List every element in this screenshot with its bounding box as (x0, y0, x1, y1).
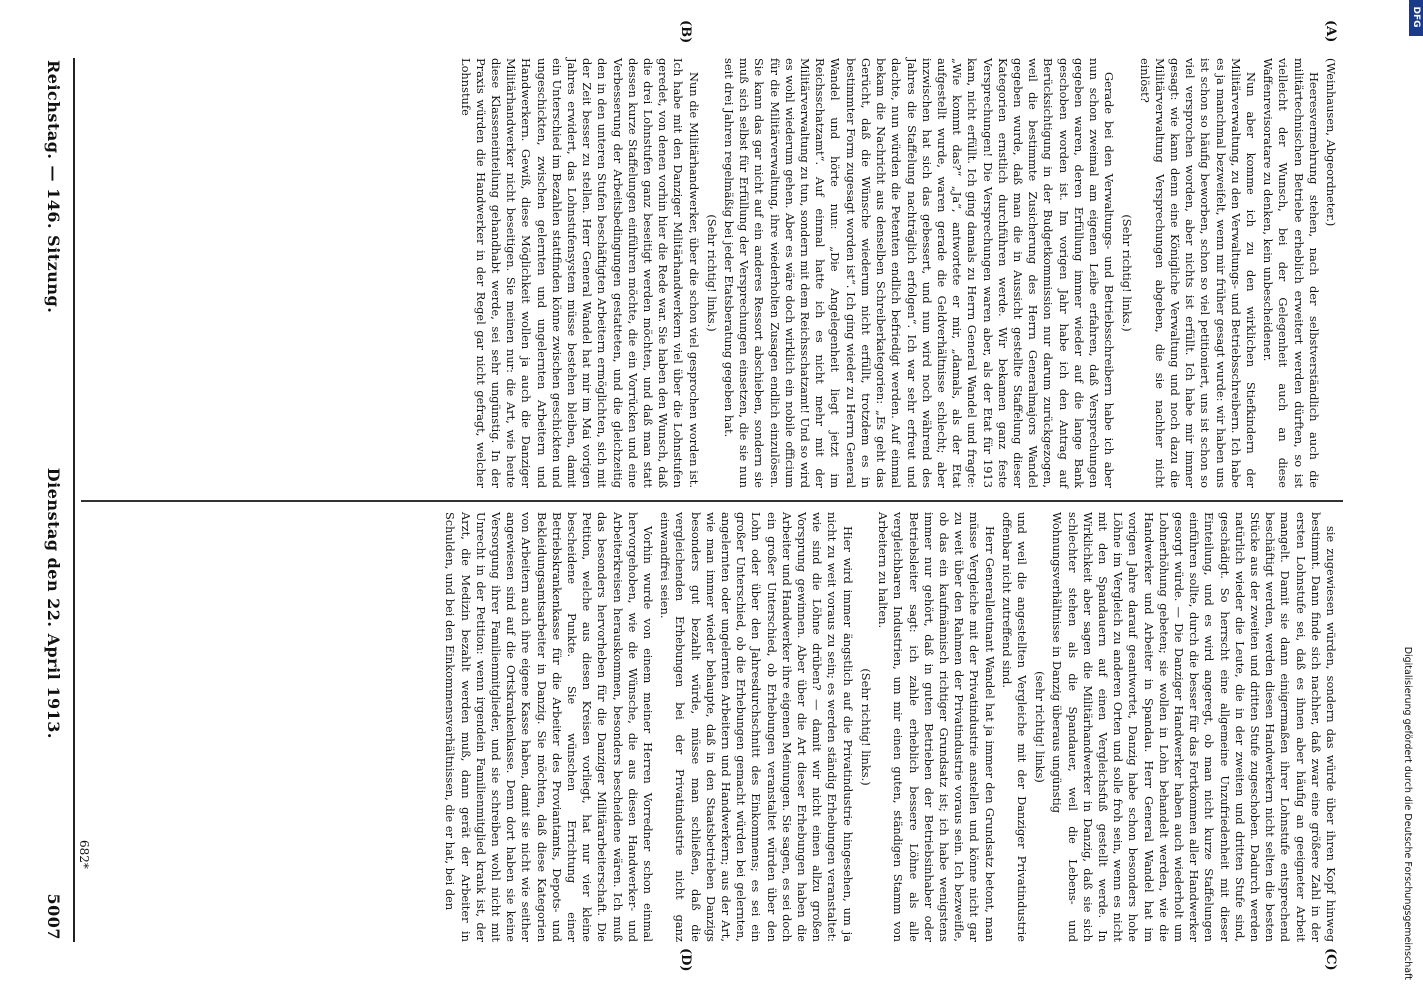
margin-marker-d: (D) (678, 948, 693, 972)
paragraph: Hier wird immer ängstlich auf die Privatindustrie hingesehen, um ja nicht zu weit voraus zu sein; es werden ständig Erhebungen veranstaltet: wie sind die Löhne drüben? — damit wir nicht einen allzu großen Vorsprung gewinnen. Aber über die Art dieser Erhebungen haben die Arbeiter und Handwerker ihre eigenen Meinungen. Sie sagen, es sei doch ein großer Unterschied, ob Erhebungen veranstaltet würden über den Lohn oder über den Jahresdurchschnitt des Einkommens; es sei ein großer Unterschied, ob die Erhebungen gemacht würden bei gelernten, angelernten oder ungelernten Arbeitern und Handwerkern; aus der Art, wie man immer wieder behaupte, daß in den Staatsbetrieben Danzigs besonders gut bezahlt würde, müsse man schließen, daß die vergleichenden Erhebungen bei der Privatindustrie nicht ganz einwandfrei seien. (658, 512, 855, 942)
interjection: (Sehr richtig! links.) (1120, 214, 1135, 332)
paragraph: sie zugewiesen würden, sondern das würde über ihren Kopf hinweg bestimmt. Dann finde sich nachher, daß zwar eine größere Zahl in der ersten Lohnstufe sei, daß es ihnen aber häufig an geeigneter Arbeit mangelt. Damit sie dann einigermaßen ihrer Lohnstufe entsprechend beschäftigt werden, werden diesen Handwerkern nicht selten die besten Stücke aus der zweiten und dritten Stufe zugeschoben. Dadurch werden natürlich wieder die Leute, die in der zweiten und dritten Stufe sind, geschädigt. So herrscht eine allgemeine Unzufriedenheit mit dieser Einteilung, und es wird angeregt, ob man nicht kurze Staffelungen einführen sollte, durch die besser für das Fortkommen aller Handwerker gesorgt würde. — Die Danziger Handwerker haben auch wiederholt um Lohnerhöhung gebeten; sie wollen in Lohn behandelt werden, wie die Handwerker und Arbeiter in Spandau. Herr General Wandel hat im vorigen Jahre darauf geantwortet, Danzig habe schon besonders hohe Löhne im Vergleich zu anderen Orten und solle froh sein, wenn es nicht mit den Spandauern auf einen Vergleichsfuß gestellt werde. In Wirklichkeit aber sagen die Militärhandwerker in Danzig, daß sie sich schlechter stehen als die Spandauer, weil die Lebens- und Wohnungsverhältnisse in Danzig überaus ungünstig (1050, 512, 1338, 942)
signature-mark: 682* (77, 840, 91, 869)
header-rule (73, 58, 75, 942)
dfg-logo: DFG (1409, 0, 1423, 36)
paragraph: Vorhin wurde von einem meiner Herren Vorredner schon einmal hervorgehoben, wie die Wünsche, die aus diesen Handwerker- und Arbeiterkreisen herauskommen, besonders bescheidene wären. Ich muß das besonders hervorheben für die Danziger Militärarbeiterschaft. Die Petition, welche aus diesen Kreisen vorliegt, hat nur vier kleine bescheidene Punkte. Sie wünschen Errichtung einer Betriebskrankenkasse für die Arbeiter des Proviantamts, Depots- und Bekleidungsamtsarbeiter in Danzig. Sie möchten, daß diese Kategorien von Arbeitern auch ihre eigene Kasse haben, damit sie nicht wie seither angewiesen sind auf die Ortskrankenkasse. Denn dort haben sie keine Versorgung ihrer Familienmitglieder, und sie schreiben wohl nicht mit Unrecht in der Petition: wenn irgendein Familienmitglied krank ist, der Arzt, die Medizin bezahlt werden muß, dann gerät der Arbeiter in Schulden, und bei den Einkommensverhältnissen, die er hat, bei den (443, 512, 656, 942)
interjection: (Sehr richtig! links.) (858, 668, 873, 786)
page-number: 5007 (44, 893, 64, 940)
left-column (83, 58, 1338, 488)
digitization-credit (1399, 560, 1413, 980)
paragraph: Nun die Militärhandwerker, über die schon viel gesprochen worden ist. Ich habe mit den Danziger Militärhandwerkern viel über die Lohnstufen geredet, von denen vorhin hier die Rede war. Sie haben den Wunsch, daß die drei Lohnstufen ganz beseitigt werden möchten, und daß man statt dessen kurze Staffelungen einführen möchte, die ein Vorrücken und eine Verbesserung der Arbeitsbedingungen gestatteten, und die gleichzeitig den in den unteren Stufen beschäftigten Arbeitern ermöglichten, sich mit der Zeit besser zu stellen. Herr General Wandel hat mir im Mai vorigen Jahres erwidert, das Lohnstufensystem müsse bestehen bleiben, damit ein Unterschied im Bezahlen stattfinden könne zwischen geschickten und ungeschickten, zwischen gelernten und ungelernten Arbeitern und Handwerkern. Gewiß, diese Möglichkeit wollen ja auch die Danziger Militärhandwerker nicht beseitigen. Sie meinen nur: die Art, wie heute diese Klasseneinteilung gehandhabt werde, sei sehr ungünstig. In der Praxis würden die Handwerker in der Regel gar nicht gefragt, welcher Lohnstufe (458, 58, 701, 488)
paragraph: Herr Generalleutnant Wandel hat ja immer den Grundsatz betont, man müsse Vergleiche mit der Privatindustrie anstellen und könne nicht gar zu weit über den Rahmen der Privatindustrie voraus sein. Ich bezweifle, ob das ein kaufmännisch richtiger Grundsatz ist; ich habe wenigstens immer nur gehört, daß in guten Betrieben der Betriebsinhaber oder Betriebsleiter sagt: ich zahle erheblich bessere Löhne als alle vergleichbaren Industrien, um mir einen guten, ständigen Stamm von Arbeitern zu halten. (876, 512, 997, 942)
interjection: (sehr richtig! links) (1033, 671, 1048, 783)
paragraph: Gerade bei den Verwaltungs- und Betriebsschreibern habe ich aber nun schon zweimal am eigenen Leibe erfahren, daß Versprechungen gegeben waren, deren Erfüllung immer wieder auf die lange Bank geschoben worden ist. Im vorigen Jahr habe ich den Antrag auf Berücksichtigung in der Budgetkommission nur darum zurückgezogen, weil die bestimmte Zusicherung des Herrn Generalmajors Wandel gegeben wurde, daß man die in Aussicht gestellte Staffelung dieser Kategorien ernstlich durchführen werde. Wir bekamen ganz feste Versprechungen! Die Versprechungen waren aber, als der Etat für 1913 kam, nicht erfüllt. Ich ging damals zu Herrn General Wandel und fragte: „Wie kommt das?“ „Ja“, antwortete er mir, „damals, als der Etat aufgestellt wurde, waren gerade die Geldverhältnisse schlecht; aber inzwischen hat sich das gebessert, und nun wird noch während des Jahres die Staffelung nachträglich erfolgen“. Ich war sehr erfreut und dachte, nun würden die Petenten endlich befriedigt werden. Auf einmal bekam die Nachricht aus denselben Schreiberkategorien: „Es geht das Gerücht, daß die Wünsche wiederum nicht erfüllt, trotzdem es in bestimmter Form zugesagt worden ist“. Ich ging wieder zu Herrn General Wandel und hörte nun: „Die Angelegenheit liegt jetzt im Reichsschatzamt“. Auf einmal hatte ich es nicht mehr mit der Militärverwaltung zu tun, sondern mit dem Reichsschatzamt! Und so wird es wohl wiederum gehen. Aber es wäre doch wirklich ein nobile officium für die Militärverwaltung, ihre wiederholten Zusagen endlich einzulösen. Sie kann das gar nicht auf ein anderes Ressort abschieben, sondern sie muß sich selbst für Erfüllung der Versprechungen einsetzen, die sie nun seit drei Jahren regelmäßig bei jeder Etatsberatung gegeben hat. (722, 58, 1117, 488)
running-header (43, 60, 65, 940)
margin-marker-a: (A) (1323, 20, 1338, 43)
paragraph: Heeresvermehrung stehen, nach der selbstverständlich auch die militärtechnischen Betriebe erheblich erweitert werden dürften, so ist vielleicht der Wunsch, bei der Gelegenheit auch an diese Waffenrevisoratare zu denken, kein unbescheidener. (1261, 58, 1321, 488)
right-column (83, 512, 1338, 942)
paragraph: Nun aber komme ich zu den wirklichen Stiefkindern der Militärverwaltung, zu den Verwaltungs- und Betriebsschreibern. Ich habe es ja manchmal bezweifelt, wenn mir früher gesagt wurde: wir haben uns ist schon so häufig beworben, schon so viel petitioniert, uns ist schon so viel versprochen worden, aber nichts ist erfüllt. Ich habe mir immer gesagt: wie kann denn eine Königliche Verwaltung und noch dazu die Militärverwaltung Versprechungen abgeben, die sie nachher nicht einlöst? (1137, 58, 1258, 488)
column-divider (81, 500, 1343, 502)
interjection: (Sehr richtig! links.) (704, 214, 719, 332)
credit-text: Digitalisierung gefördert durch die Deutsche Forschungsgemeinschaft (1402, 646, 1413, 980)
paragraph: und weil die angestellten Vergleiche mit der Danziger Privatindustrie offenbar nicht zutreffend sind. (999, 512, 1029, 942)
margin-marker-b: (B) (678, 20, 693, 44)
margin-marker-c: (C) (1323, 948, 1338, 971)
header-date: Dienstag den 22. April 1913. (44, 467, 64, 739)
header-left: Reichstag. — 146. Sitzung. (44, 60, 64, 314)
paragraph: (Weinhausen, Abgeordneter.) (1324, 58, 1338, 227)
